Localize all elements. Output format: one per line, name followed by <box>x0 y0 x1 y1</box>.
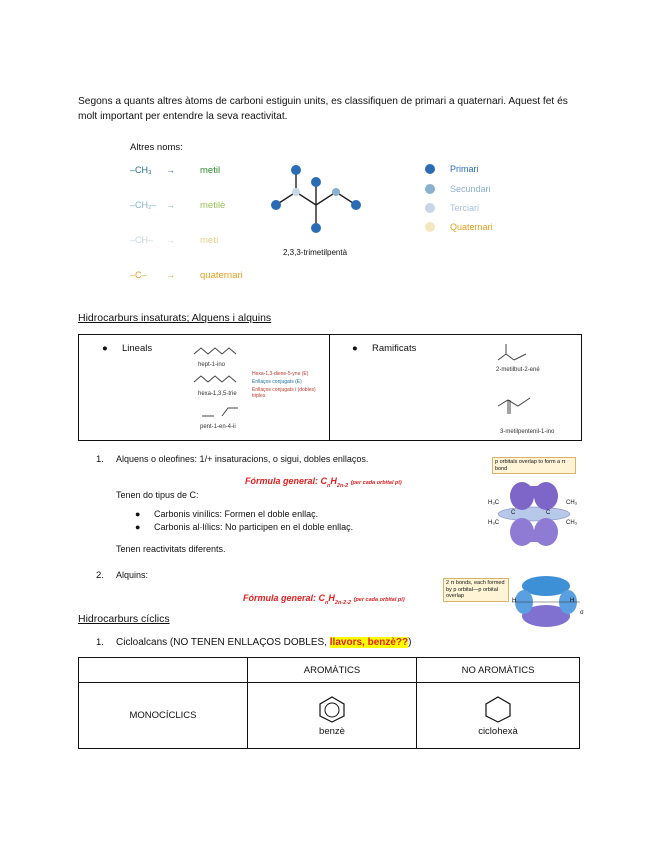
branched-structure <box>496 342 530 364</box>
alquins-text: Alquins: <box>116 570 149 580</box>
pi-label: CH₃ <box>566 500 578 506</box>
pi-label: C <box>546 510 551 516</box>
alquens-text: Alquens o oleofines: 1/+ insaturacions, o sigui, dobles enllaços. <box>116 454 369 464</box>
pi-label: H₃C <box>488 520 500 526</box>
alquens-types-intro: Tenen do tipus de C: <box>116 490 199 500</box>
legend-name-quaternari: quaternari <box>200 270 243 281</box>
ciclo-text: Cicloalcans (NO TENEN ENLLAÇOS DOBLES, llavors, benzè??) <box>116 637 412 648</box>
bullet-dot: ● <box>135 522 141 532</box>
ramificats-bullet: ● <box>352 343 358 354</box>
type-quaternari: Quaternari <box>450 222 493 232</box>
legend-formula-quaternari: –C– <box>130 270 147 280</box>
legend-arrow: → <box>166 200 175 210</box>
side-note-2: Enllaços conjugats (E) <box>252 379 302 385</box>
benzene-name: benzè <box>319 725 345 737</box>
type-secundari: Secundari <box>450 184 491 194</box>
legend-arrow: → <box>166 270 175 280</box>
type-terciari: Terciari <box>450 203 480 213</box>
struct-label-3: pent-1-en-4-ii <box>200 424 236 430</box>
table-row-label: MONOCÍCLICS <box>79 683 248 749</box>
alquins-formula: Fórmula general: $C_nH_{2n-2-2}$ (per cada orbital pi) <box>243 593 405 606</box>
section-ciclics-title: Hidrocarburs cíclics <box>78 613 170 625</box>
alquens-reactivity: Tenen reactivitats diferents. <box>116 544 226 554</box>
triple-bond-callout: 2 π bonds, each formed by p orbital—p orbital overlap <box>443 578 509 602</box>
cyclohexane-icon <box>483 695 513 723</box>
legend-arrow: → <box>166 165 175 175</box>
legend-name-meti: metí <box>200 235 219 246</box>
nonaromatic-cell <box>417 683 580 749</box>
bullet-dot: ● <box>135 509 141 519</box>
triple-label: H <box>512 598 517 604</box>
box-divider <box>329 335 330 440</box>
section-insaturats-title: Hidrocarburs insaturats; Alquens i alquins <box>78 312 272 324</box>
type-primari: Primari <box>450 164 479 174</box>
legend-title: Altres noms: <box>130 142 183 153</box>
table-header-aromatics: AROMÀTICS <box>248 658 417 683</box>
alquins-number: 2. <box>96 570 104 581</box>
molecule-diagram <box>265 160 375 240</box>
legend-name-metil: metil <box>200 165 221 176</box>
cyclohexane-name: ciclohexà <box>478 725 518 737</box>
cyclic-table <box>78 657 580 749</box>
struct-label-1: hept-1-ino <box>198 362 226 368</box>
table-header-no-aromatics: NO AROMÀTICS <box>417 658 580 683</box>
pi-bond-callout: p orbitals overlap to form a π bond <box>492 457 576 474</box>
ciclo-number: 1. <box>96 637 104 648</box>
pi-label: H₃C <box>488 500 500 506</box>
lineals-bullet: ● <box>102 343 108 354</box>
pi-label: C <box>511 510 516 516</box>
alquens-bullet-2: Carbonis al·lílics: No participen en el doble enllaç. <box>154 522 354 532</box>
legend-formula-meti: –CH– <box>130 235 154 245</box>
quaternari-dot <box>425 222 435 232</box>
alquens-bullet-1: Carbonis vinílics: Formen el doble enllaç. <box>154 509 319 519</box>
right-struct-label-2: 3-metilpentenil-1-ino <box>500 429 555 435</box>
right-struct-label-1: 2-metilbut-2-ené <box>496 367 540 373</box>
legend-arrow: → <box>166 235 175 245</box>
pi-label: CH₃ <box>566 520 578 526</box>
secundari-dot <box>425 184 435 194</box>
legend-formula-metile: –CH₂– <box>130 200 157 210</box>
struct-label-2: hexa-1,3,5-trie <box>198 391 237 397</box>
benzene-icon <box>317 695 347 723</box>
pi-bond-illustration <box>486 478 582 550</box>
triple-label: H <box>570 598 575 604</box>
molecule-name: 2,3,3-trimetilpentà <box>283 248 348 257</box>
ramificats-label: Ramificats <box>372 343 417 354</box>
side-note-1: Hexa-1,3-diene-5-yne (E) <box>252 371 309 377</box>
terciari-dot <box>425 203 435 213</box>
aromatic-cell <box>248 683 417 749</box>
table-header-empty <box>79 658 248 683</box>
side-note-3: Enllaços conjugats i (dobles) triples <box>252 387 316 399</box>
zigzag-structure <box>192 372 242 388</box>
legend-name-metile: metilè <box>200 200 226 211</box>
triple-label: σ <box>580 610 584 616</box>
intro-paragraph: Segons a quants altres àtoms de carboni estiguin units, es classifiquen de primari a quaternari. Aquest fet és molt important per entendre la seva reactivitat. <box>78 96 568 122</box>
branched-structure <box>496 392 536 416</box>
zigzag-structure <box>192 344 242 360</box>
lineals-label: Lineals <box>122 343 153 354</box>
zigzag-structure <box>200 404 240 420</box>
legend-formula-metil: –CH₃ <box>130 165 152 175</box>
alquens-formula: Fórmula general: $C_nH_{2n-2}$ (per cada orbital pi) <box>245 476 402 489</box>
ciclo-highlight: llavors, benzè?? <box>329 637 409 648</box>
primari-dot <box>425 164 435 174</box>
alquens-number: 1. <box>96 454 104 465</box>
